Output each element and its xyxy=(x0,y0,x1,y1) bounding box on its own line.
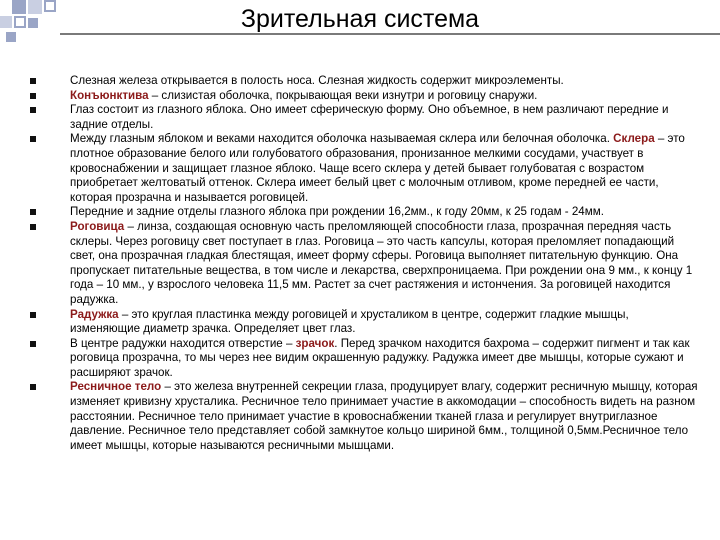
square-bullet-icon xyxy=(30,107,36,113)
square-bullet-icon xyxy=(30,136,36,142)
square-bullet-icon xyxy=(30,312,36,318)
term-highlight: Ресничное тело xyxy=(70,380,162,394)
square-bullet-icon xyxy=(30,384,36,390)
square-bullet-icon xyxy=(30,93,36,99)
list-item xyxy=(30,308,700,337)
term-highlight: Роговица xyxy=(70,219,125,233)
item-text: В центре радужки находится отверстие – xyxy=(70,336,296,350)
item-text: – это железа внутренней секреции глаза, продуцирует влагу, содержит ресничную мышцу, которая изменяет кривизну хрусталика. Ресничное тело принимает участие в аккомодации – способность видеть на разном расстоянии. Ресничное тело принимает участие в кровоснабжении тканей глаза и регулирует внутриглазное давление. Ресничное тело представляет собой замкнутое кольцо шириной 6мм., толщиной 0,5мм.Ресничное тело имеет мышцы, которые называются ресничными мышцами. xyxy=(70,380,698,452)
list-item xyxy=(30,103,700,132)
list-item xyxy=(30,220,700,308)
item-text: – слизистая оболочка, покрывающая веки изнутри и роговицу снаружи. xyxy=(148,88,538,102)
term-highlight: Склера xyxy=(613,132,655,146)
list-item xyxy=(30,74,700,89)
square-bullet-icon xyxy=(30,224,36,230)
square-bullet-icon xyxy=(30,341,36,347)
bullet-list xyxy=(30,74,700,453)
list-item xyxy=(30,89,700,104)
item-text: Передние и задние отделы глазного яблока при рождении 16,2мм., к году 20мм, к 25 годам - 24мм. xyxy=(70,205,604,219)
item-text: . Перед зрачком находится бахрома – содержит пигмент и так как роговица прозрачна, то мы через нее видим окрашенную радужку. Радужка имеет две мышцы, которые сужают и расширяют зрачок. xyxy=(70,336,690,379)
slide-title: Зрительная система xyxy=(240,5,480,33)
square-bullet-icon xyxy=(30,209,36,215)
item-text: Между глазным яблоком и веками находится оболочка называемая склера или белочная оболочка. xyxy=(70,132,614,146)
square-bullet-icon xyxy=(30,78,36,84)
item-text: – линза, создающая основную часть преломляющей способности глаза, прозрачная передняя часть склеры. Через роговицу свет поступает в глаз. Роговица – это часть капсулы, которая преломляет попадающий свет, она прозрачная гладкая блестящая, имеет форму сферы. Роговица выполняет питательную функцию. Она пропускает питательные вещества, в том числе и лекарства, сверхпроницаема. При рождении она 9 мм., к концу 1 года – 10 мм., у взрослого человека 11,5 мм. Растет за счет растяжения и истончения. За роговицей находится радужка. xyxy=(70,219,693,306)
item-text: Глаз состоит из глазного яблока. Оно имеет сферическую форму. Оно объемное, в нем различают передние и задние отделы. xyxy=(70,103,669,131)
item-text: Слезная железа открывается в полость носа. Слезная жидкость содержит микроэлементы. xyxy=(70,74,564,87)
item-text: – это плотное образование белого или голубоватого образования, пронизанное мелкими сосудами, участвует в кровоснабжении и защищает глазное яблоко. Чаще всего склера у детей бывает голубоватая с возрастом приобретает желтоватый оттенок. Склера имеет белый цвет с молочным отливом, кроме передней ее части, которая прозрачна и называется роговицей. xyxy=(70,132,685,204)
term-highlight: Радужка xyxy=(70,307,119,321)
list-item xyxy=(30,132,700,205)
term-highlight: Конъюнктива xyxy=(70,88,149,102)
list-item xyxy=(30,337,700,381)
list-item xyxy=(30,205,700,220)
list-item xyxy=(30,380,700,453)
item-text: – это круглая пластинка между роговицей и хрусталиком в центре, содержит гладкие мышцы, изменяющие диаметр зрачка. Определяет цвет глаз. xyxy=(70,307,629,336)
term-highlight: зрачок xyxy=(295,336,335,350)
